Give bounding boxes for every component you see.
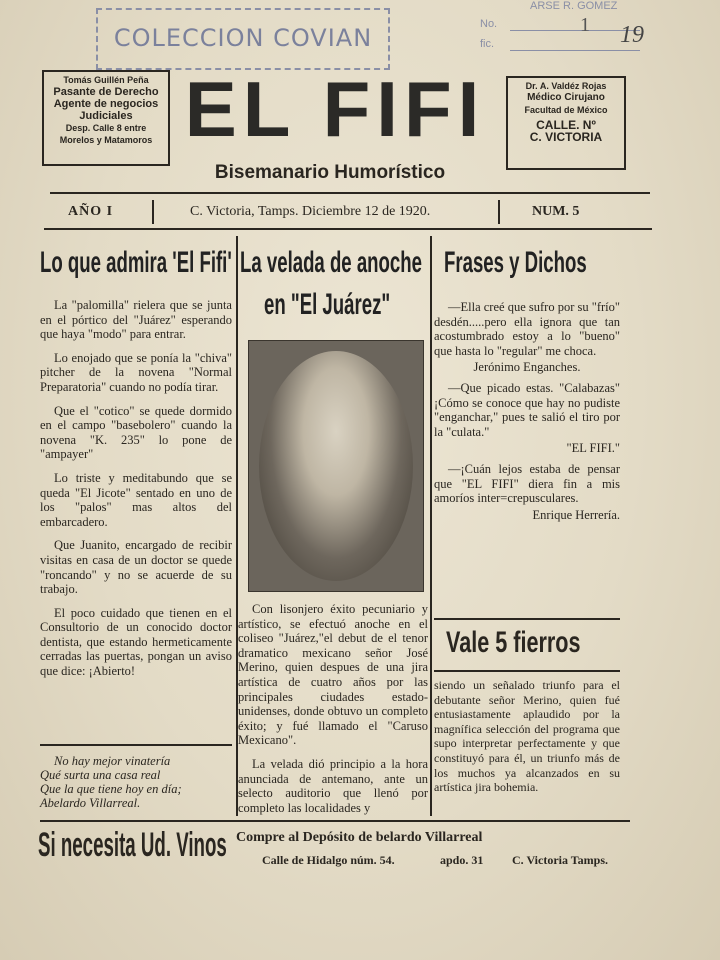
col1-paragraph: La "palomilla" rielera que se junta en el pórtico del "Juárez" esperando que haya "modo" para entrar.	[40, 298, 232, 342]
right-ad-box	[506, 76, 626, 170]
collection-stamp	[96, 8, 390, 70]
verse-line: Qué surta una casa real	[40, 768, 161, 782]
right-ad-line: Médico Cirujano	[527, 92, 605, 103]
masthead-subtitle: Bisemanario Humorístico	[214, 162, 446, 183]
vale-5-fierros: Vale 5 fierros	[446, 626, 581, 659]
column-divider	[430, 236, 432, 816]
footer-city: C. Victoria Tamps.	[512, 853, 609, 867]
saying-text: —Ella creé que sufro por su "frío" desdén.....pero ella ignora que tan acostumbrado estoy a lo "bueno" que hasta lo "regular" me choca.	[434, 300, 620, 358]
col3-continuation	[434, 678, 620, 804]
left-ad-line: Tomás Guillén Peña	[63, 75, 149, 85]
verse-line: Que la que tiene hoy en día;	[40, 782, 182, 796]
col2-paragraph: La velada dió principio a la hora anunciada de antemano, ante un selecto auditorio que llenó por completo las localidades y	[238, 756, 428, 815]
page-number: 19	[620, 22, 644, 48]
col2-paragraph: Con lisonjero éxito pecuniario y artístico, se efectuó anoche en el coliseo "Juárez,"el debut de el tenor dramatico mexicano señor José Merino, quien despues de una jira artística de cuatro años por las principales ciudades estado-unidenses, donde obtuvo un completo éxito; y fué llamado el "Caruso Mexicano".	[238, 602, 428, 748]
footer-apdo: apdo. 31	[440, 853, 484, 867]
oval-portrait	[259, 351, 413, 581]
col1-headline: Lo que admira 'El Fifi'	[40, 246, 232, 279]
saying-text: —¡Cuán lejos estaba de pensar que "EL FIFI" diera fin a mis amoríos inter=crepusculares.	[434, 461, 620, 506]
col1-body	[40, 298, 232, 688]
place-date: C. Victoria, Tamps. Diciembre 12 de 1920.	[190, 204, 431, 219]
col1-paragraph: Lo enojado que se ponía la "chiva" pitcher de la novena "Normal Preparatoria" cuando no podía tirar.	[40, 350, 232, 394]
left-ad-line: Judiciales	[79, 110, 133, 122]
saying-sign: Enrique Herrería.	[532, 507, 620, 522]
col1-paragraph: Que el "cotico" se quede dormido en el campo "basebolero" cuando la novena "K. 235" lo pone de "ampayer"	[40, 403, 232, 462]
verse-line: Abelardo Villarreal.	[40, 796, 141, 810]
col3-continuation-text: siendo un señalado triunfo para el debutante señor Merino, quien fué entusiastamente aplaudido por la magnífica selección del programa que supo interpretar perfectamente y que constituyó para él, un triunfo más de los muchos ya alcanzados en su artística jira bohemia.	[434, 678, 620, 795]
col2-body	[238, 602, 428, 824]
saying-sign: "EL FIFI."	[566, 441, 620, 456]
top-rule	[50, 192, 650, 194]
dateline-divider	[498, 200, 500, 224]
year-label: AÑO I	[68, 204, 114, 219]
col1-paragraph: Que Juanito, encargado de recibir visitas en casa de un doctor se quede "roncando" y no se acuerde de su trabajo.	[40, 538, 232, 597]
dateline-rule	[44, 228, 652, 230]
verse-line: No hay mejor vinatería	[54, 754, 171, 768]
col2-headline-line2: en "El Juárez"	[264, 288, 391, 321]
stamp-text: COLECCION COVIAN	[113, 24, 373, 52]
footer-street: Calle de Hidalgo núm. 54.	[262, 853, 395, 867]
dateline-divider	[152, 200, 154, 224]
saying-sign: Jerónimo Enganches.	[473, 360, 581, 375]
left-ad-line: Agente de negocios	[53, 98, 159, 110]
col3-body	[434, 300, 620, 522]
footer-line1: Compre al Depósito de belardo Villarreal	[236, 830, 483, 845]
col1-paragraph: El poco cuidado que tienen en el Consultorio de un conocido doctor dentista, que estando hermeticamente cerradas las puertas, pongan un aviso que dice: ¡Abierto!	[40, 605, 232, 679]
col1-verse	[40, 754, 232, 810]
saying-text: —Que picado estas. "Calabazas" ¡Cómo se conoce que hay no pudiste "enganchar," pues te salió el tiro por la "culata."	[434, 380, 620, 439]
footer-big-ad: Si necesita Ud. Vinos	[38, 826, 227, 864]
vale-top-rule	[434, 618, 620, 620]
col2-headline-line1: La velada de anoche	[240, 246, 422, 279]
right-ad-line: Facultad de México	[524, 105, 608, 115]
col1-paragraph: Lo triste y meditabundo que se queda "El Jicote" sentado en uno de los "palos" mas altos del embarcadero.	[40, 470, 232, 529]
left-ad-line: Morelos y Matamoros	[59, 135, 153, 145]
masthead-title: EL FIFI	[184, 65, 486, 153]
right-ad-line: C. VICTORIA	[529, 130, 603, 144]
footer-rule	[40, 820, 630, 822]
right-ad-line: CALLE. Nº	[536, 118, 596, 132]
left-ad-line: Desp. Calle 8 entre	[65, 123, 147, 133]
registry-fic-label: fic.	[480, 38, 495, 50]
col1-verse-rule	[40, 744, 232, 746]
tenor-portrait-photo	[248, 340, 424, 592]
left-ad-line: Pasante de Derecho	[53, 86, 159, 98]
registry-no-value: 1	[580, 14, 590, 36]
issue-number: NUM. 5	[532, 204, 580, 219]
registry-no-label: No.	[480, 18, 498, 30]
left-ad-box	[42, 70, 170, 166]
col3-headline: Frases y Dichos	[444, 246, 587, 279]
right-ad-line: Dr. A. Valdéz Rojas	[525, 81, 607, 91]
vale-bottom-rule	[434, 670, 620, 672]
registry-name: ARSE R. GOMEZ	[530, 0, 618, 12]
